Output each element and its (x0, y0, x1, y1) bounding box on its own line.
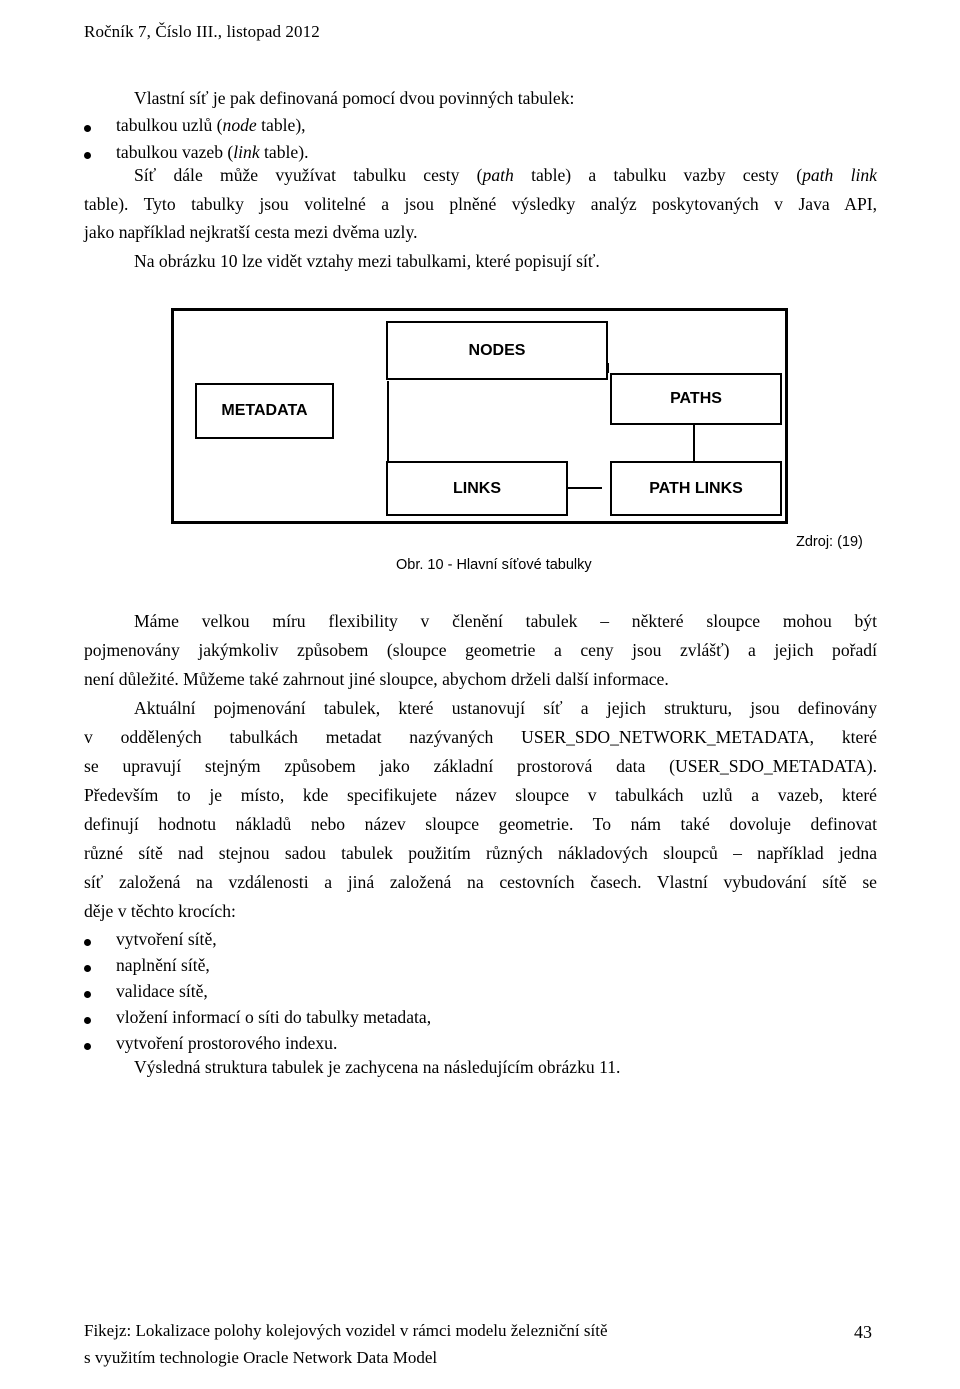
intro-bullet-link: tabulkou vazeb (link table). (116, 142, 309, 162)
step-item: validace sítě, (116, 981, 208, 1001)
box-nodes-label: NODES (468, 341, 526, 359)
bullet-dot (84, 965, 91, 972)
figure-reference: Na obrázku 10 lze vidět vztahy mezi tabulkami, které popisují síť. (134, 251, 600, 271)
box-metadata (195, 383, 334, 439)
running-header: Ročník 7, Číslo III., listopad 2012 (84, 22, 320, 41)
step-item: vložení informací o síti do tabulky metadata, (116, 1007, 432, 1027)
box-path-links (610, 461, 782, 516)
naming-line-2: v oddělených tabulkách metadat nazývaných USER_SDO_NETWORK_METADATA, které (84, 727, 877, 747)
box-metadata-label: METADATA (221, 402, 308, 419)
step-item: vytvoření sítě, (116, 929, 217, 949)
naming-line-8: děje v těchto krocích: (84, 901, 236, 921)
footer-title-2: s využitím technologie Oracle Network Data Model (84, 1348, 438, 1367)
bullet-dot (84, 939, 91, 946)
figure-diagram (171, 308, 788, 524)
footer-title-1: Fikejz: Lokalizace polohy kolejových vozidel v rámci modelu železniční sítě (84, 1321, 608, 1340)
naming-line-7: síť založená na vzdálenosti a jiná založená na cestovních časech. Vlastní vybudování sítě se (84, 872, 877, 892)
intro-line: Vlastní síť je pak definovaná pomocí dvou povinných tabulek: (134, 88, 575, 108)
step-item: naplnění sítě, (116, 955, 210, 975)
box-nodes (386, 321, 608, 380)
box-path-links-label: PATH LINKS (649, 479, 743, 497)
bullet-dot (84, 152, 91, 159)
box-paths (610, 373, 782, 425)
figure-source: Zdroj: (19) (796, 534, 863, 550)
optional-line-1: Síť dále může využívat tabulku cesty (path table) a tabulku vazby cesty (path link (134, 165, 877, 185)
bullet-dot (84, 991, 91, 998)
naming-line-5: definují hodnotu nákladů nebo název sloupce geometrie. To nám také dovoluje definovat (84, 814, 877, 834)
bullet-dot (84, 1017, 91, 1024)
flex-line-1: Máme velkou míru flexibility v členění tabulek – některé sloupce mohou být (134, 611, 877, 631)
figure-caption: Obr. 10 - Hlavní síťové tabulky (396, 557, 592, 573)
bullet-dot (84, 1043, 91, 1050)
box-paths-label: PATHS (670, 390, 722, 407)
flex-line-3: není důležité. Můžeme také zahrnout jiné sloupce, abychom drželi další informace. (84, 669, 669, 689)
naming-line-1: Aktuální pojmenování tabulek, které ustanovují síť a jejich strukturu, jsou definovány (134, 698, 877, 718)
box-links (386, 461, 568, 516)
optional-line-2: table). Tyto tabulky jsou volitelné a jsou plněné výsledky analýz poskytovaných v Java API, (84, 194, 877, 214)
intro-bullet-node: tabulkou uzlů (node table), (116, 115, 306, 135)
naming-line-3: se upravují stejným způsobem jako základní prostorová data (USER_SDO_METADATA). (84, 756, 877, 776)
flex-line-2: pojmenovány jakýmkoliv způsobem (sloupce geometrie a ceny jsou zvlášť) a jejich pořadí (84, 640, 877, 660)
naming-line-6: různé sítě nad stejnou sadou tabulek použitím různých nákladových sloupců – například jedna (84, 843, 877, 863)
result-line: Výsledná struktura tabulek je zachycena na následujícím obrázku 11. (134, 1057, 621, 1077)
step-item: vytvoření prostorového indexu. (116, 1033, 338, 1053)
box-links-label: LINKS (453, 479, 501, 497)
page-number: 43 (854, 1322, 872, 1342)
naming-line-4: Především to je místo, kde specifikujete název sloupce v tabulkách uzlů a vazeb, které (84, 785, 877, 805)
bullet-dot (84, 125, 91, 132)
optional-line-3: jako například nejkratší cesta mezi dvěma uzly. (84, 222, 418, 242)
